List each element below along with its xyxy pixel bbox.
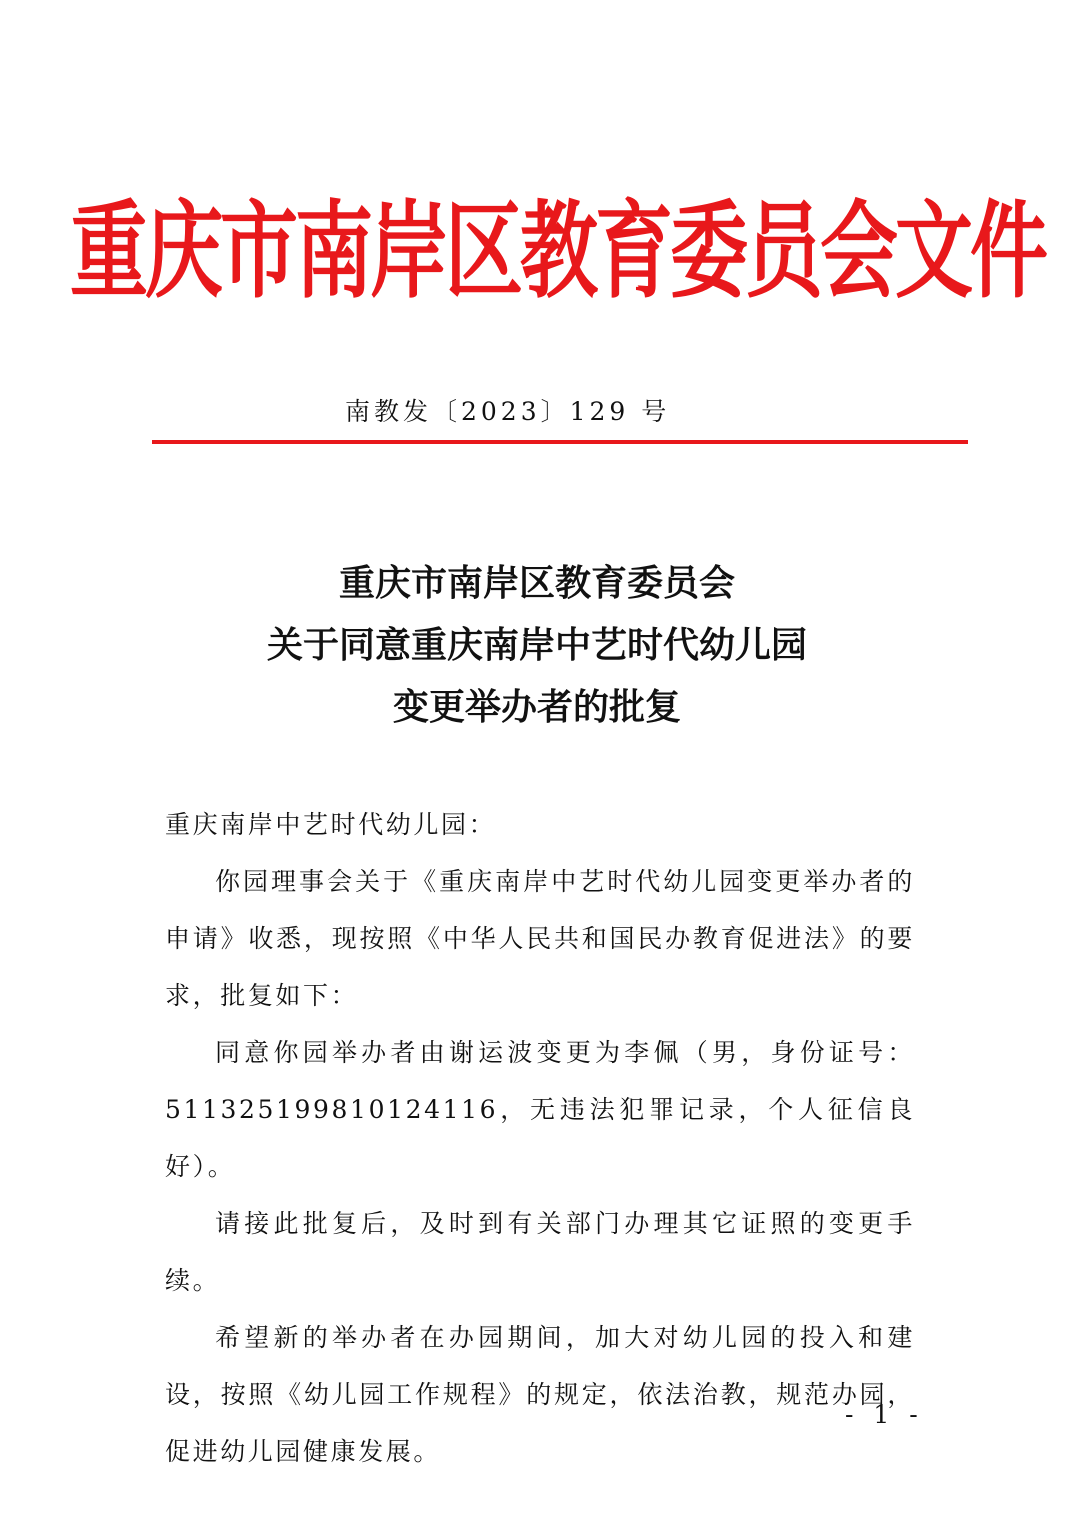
body-paragraph-2: 同意你园举办者由谢运波变更为李佩（男，身份证号：511325199810124116，无违法犯罪记录，个人征信良好）。 — [165, 1038, 915, 1181]
document-body — [165, 796, 915, 1480]
document-issuer-header: 重庆市南岸区教育委员会文件 — [70, 191, 1046, 313]
red-divider-line — [152, 440, 968, 444]
document-number: 南教发〔2023〕129 号 — [345, 397, 671, 426]
body-paragraph-3: 请接此批复后，及时到有关部门办理其它证照的变更手续。 — [165, 1209, 915, 1295]
page-number: - 1 - — [845, 1400, 924, 1429]
title-line-3: 变更举办者的批复 — [392, 686, 681, 728]
body-paragraph-1: 你园理事会关于《重庆南岸中艺时代幼儿园变更举办者的申请》收悉，现按照《中华人民共和国民办教育促进法》的要求，批复如下： — [165, 867, 915, 1010]
title-line-1: 重庆市南岸区教育委员会 — [338, 562, 735, 604]
salutation: 重庆南岸中艺时代幼儿园： — [165, 810, 497, 839]
body-paragraph-4: 希望新的举办者在办园期间，加大对幼儿园的投入和建设，按照《幼儿园工作规程》的规定，依法治教，规范办园，促进幼儿园健康发展。 — [165, 1323, 915, 1466]
document-title — [100, 552, 974, 738]
title-line-2: 关于同意重庆南岸中艺时代幼儿园 — [266, 624, 807, 666]
